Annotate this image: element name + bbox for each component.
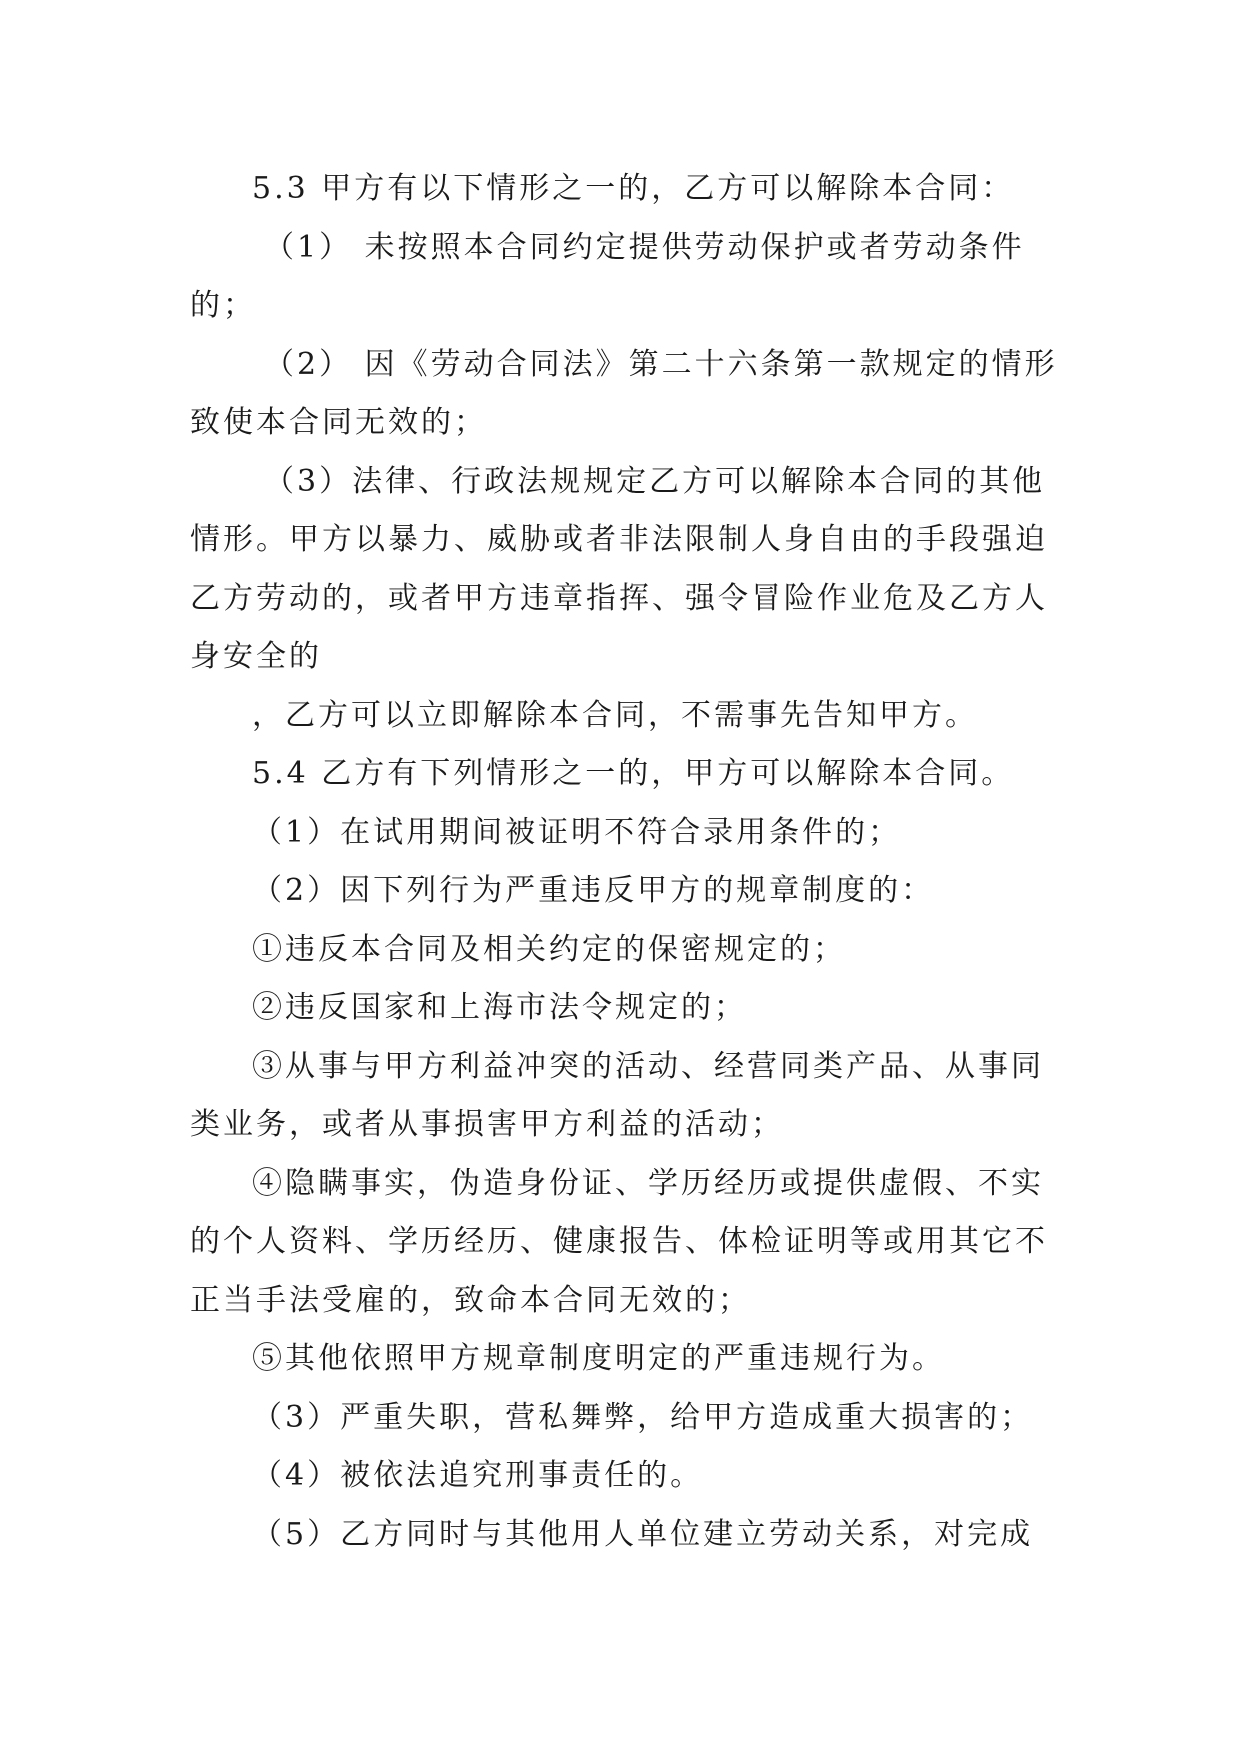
clause-5-4-item-2-sub-5: ⑤其他依照甲方规章制度明定的严重违规行为。 [252,1341,945,1376]
clause-5-4-item-2-sub-4: ④隐瞒事实，伪造身份证、学历经历或提供虚假、不实 [252,1165,1044,1201]
clause-5-3-item-3-cont-1: 情形。甲方以暴力、威胁或者非法限制人身自由的手段强迫 [190,522,1048,557]
clause-5-3-item-3-cont-2: 乙方劳动的，或者甲方违章指挥、强令冒险作业危及乙方人 [190,580,1048,616]
clause-5-4-item-2-sub-1: ①违反本合同及相关约定的保密规定的； [252,931,846,967]
clause-5-4-item-2-sub-2: ②违反国家和上海市法令规定的； [252,990,747,1025]
clause-5-4-item-2-sub-3-cont: 类业务，或者从事损害甲方利益的活动； [190,1107,784,1142]
clause-5-4-item-1: （1）在试用期间被证明不符合录用条件的； [252,814,902,850]
clause-5-3-item-2: （2） 因《劳动合同法》第二十六条第一款规定的情形 [264,346,1058,382]
clause-5-3-item-1: （1） 未按照本合同约定提供劳动保护或者劳动条件 [264,229,1025,265]
clause-5-3-item-3-cont-3: 身安全的 [190,639,322,674]
clause-5-4-item-4: （4）被依法追究刑事责任的。 [252,1458,704,1493]
clause-5-4-heading: 5.4 乙方有下列情形之一的，甲方可以解除本合同。 [252,756,1015,791]
clause-5-3-item-3: （3）法律、行政法规规定乙方可以解除本合同的其他 [264,463,1046,499]
clause-5-3-item-2-cont: 致使本合同无效的； [190,405,487,440]
clause-5-4-item-2: （2）因下列行为严重违反甲方的规章制度的： [252,873,935,908]
clause-5-4-item-5: （5）乙方同时与其他用人单位建立劳动关系，对完成 [252,1516,1034,1552]
clause-5-4-item-2-sub-4-cont-2: 正当手法受雇的，致命本合同无效的； [190,1282,751,1318]
clause-5-3-heading: 5.3 甲方有以下情形之一的，乙方可以解除本合同： [252,171,1015,206]
clause-5-3-immediate: ，乙方可以立即解除本合同，不需事先告知甲方。 [252,697,978,733]
contract-body [190,160,1058,1564]
clause-5-4-item-2-sub-4-cont-1: 的个人资料、学历经历、健康报告、体检证明等或用其它不 [190,1224,1048,1259]
clause-5-3-item-1-cont: 的； [190,288,256,323]
clause-5-4-item-2-sub-3: ③从事与甲方利益冲突的活动、经营同类产品、从事同 [252,1048,1044,1084]
clause-5-4-item-3: （3）严重失职，营私舞弊，给甲方造成重大损害的； [252,1399,1034,1435]
